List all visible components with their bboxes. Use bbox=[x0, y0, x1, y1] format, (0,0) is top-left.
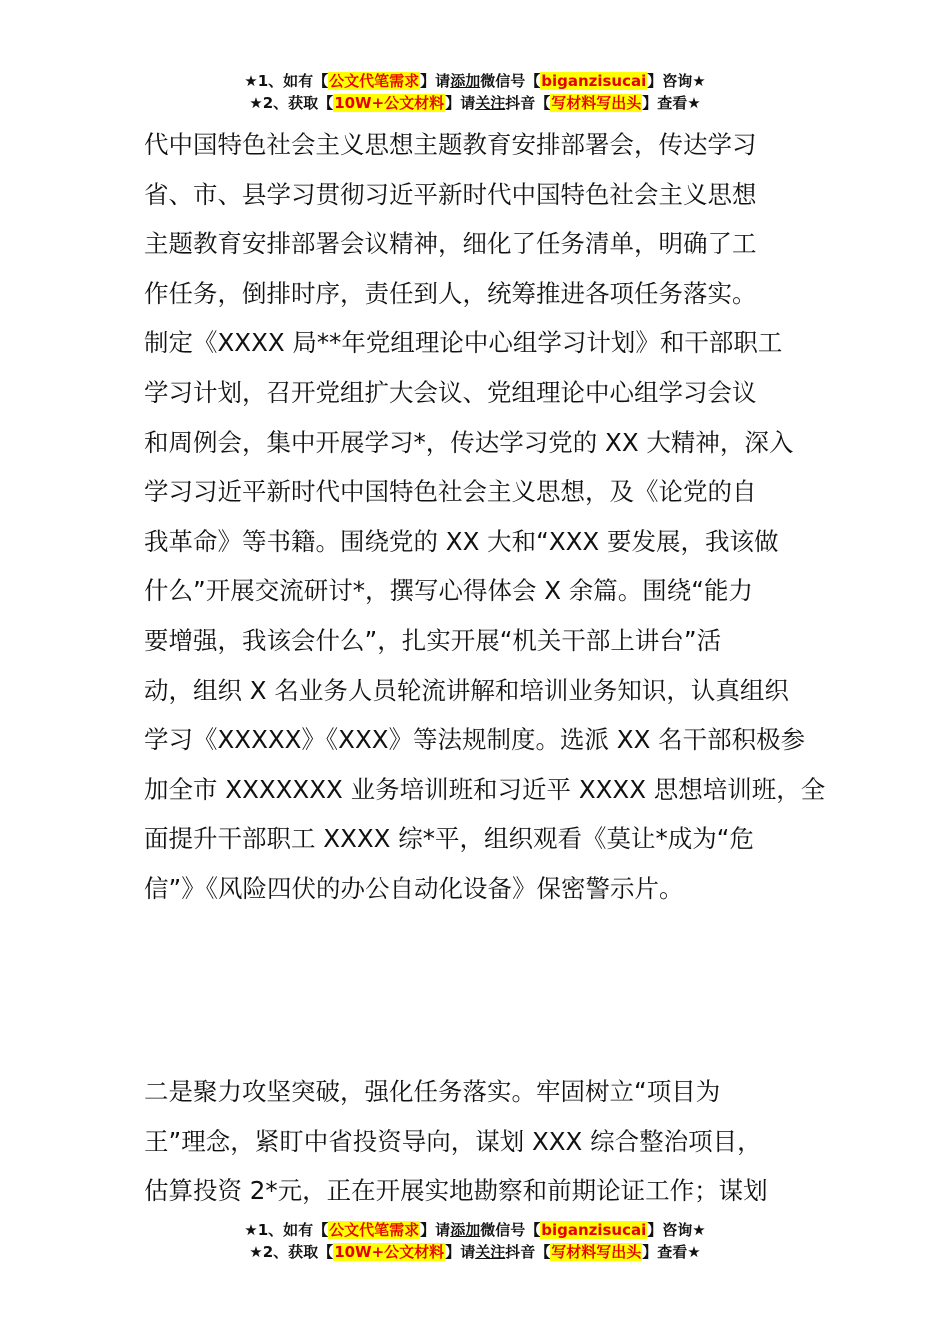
banner-highlight: 公文代笔需求 bbox=[329, 1221, 420, 1239]
body-paragraph-2 bbox=[144, 1067, 814, 1216]
text-line: 作任务，倒排时序，责任到人，统筹推进各项任务落实。 bbox=[144, 278, 757, 308]
banner-text: 】咨询★ bbox=[647, 1221, 706, 1239]
banner-line-2 bbox=[0, 1241, 950, 1263]
banner-text: ★1、如有【 bbox=[244, 1221, 329, 1239]
text-line: 信”》《风险四伏的办公自动化设备》保密警示片。 bbox=[144, 873, 684, 903]
banner-text: 】请 bbox=[420, 72, 451, 90]
text-line: 制定《XXXX 局**年党组理论中心组学习计划》和干部职工 bbox=[144, 328, 783, 358]
text-line: 面提升干部职工 XXXX 综*平，组织观看《莫让*成为“危 bbox=[144, 824, 754, 854]
banner-text: ★2、获取【 bbox=[249, 94, 334, 112]
text-line: 学习《XXXXX》《XXX》等法规制度。选派 XX 名干部积极参 bbox=[144, 725, 806, 755]
text-line: 主题教育安排部署会议精神，细化了任务清单，明确了工 bbox=[144, 229, 757, 259]
banner-line-2 bbox=[0, 92, 950, 114]
banner-text: ★1、如有【 bbox=[244, 72, 329, 90]
banner-text: 】请 bbox=[445, 94, 476, 112]
banner-text: 】请 bbox=[420, 1221, 451, 1239]
banner-text: 抖音【 bbox=[505, 94, 551, 112]
banner-emphasis: 添加 bbox=[450, 1221, 481, 1239]
banner-highlight: 写材料写出头 bbox=[551, 94, 642, 112]
footer-banner bbox=[0, 1219, 950, 1263]
text-line: 加全市 XXXXXXX 业务培训班和习近平 XXXX 思想培训班，全 bbox=[144, 774, 826, 804]
text-line: 动，组织 X 名业务人员轮流讲解和培训业务知识，认真组织 bbox=[144, 675, 789, 705]
body-paragraph-1 bbox=[144, 120, 826, 914]
text-line: 和周例会，集中开展学习*，传达学习党的 XX 大精神，深入 bbox=[144, 427, 794, 457]
text-line: 我革命》等书籍。围绕党的 XX 大和“XXX 要发展，我该做 bbox=[144, 526, 779, 556]
text-line: 学习习近平新时代中国特色社会主义思想，及《论党的自 bbox=[144, 477, 757, 507]
banner-highlight: 公文代笔需求 bbox=[329, 72, 420, 90]
text-line: 估算投资 2*元，正在开展实地勘察和前期论证工作；谋划 bbox=[144, 1176, 768, 1206]
banner-text: ★2、获取【 bbox=[249, 1243, 334, 1261]
text-line: 省、市、县学习贯彻习近平新时代中国特色社会主义思想 bbox=[144, 179, 757, 209]
header-banner bbox=[0, 70, 950, 114]
text-line: 学习计划，召开党组扩大会议、党组理论中心组学习会议 bbox=[144, 377, 757, 407]
banner-highlight: 10W+公文材料 bbox=[334, 1243, 445, 1261]
banner-text: 微信号【 bbox=[480, 72, 541, 90]
text-line: 要增强，我该会什么”，扎实开展“机关干部上讲台”活 bbox=[144, 625, 722, 655]
banner-text: 】查看★ bbox=[642, 1243, 701, 1261]
banner-emphasis: 关注 bbox=[475, 94, 506, 112]
banner-text: 】查看★ bbox=[642, 94, 701, 112]
banner-highlight: 写材料写出头 bbox=[551, 1243, 642, 1261]
banner-highlight: biganzisucai bbox=[541, 1221, 647, 1239]
text-line: 什么”开展交流研讨*，撰写心得体会 X 余篇。围绕“能力 bbox=[144, 576, 753, 606]
banner-line-1 bbox=[0, 70, 950, 92]
banner-emphasis: 关注 bbox=[475, 1243, 506, 1261]
text-line: 代中国特色社会主义思想主题教育安排部署会，传达学习 bbox=[144, 130, 757, 159]
banner-text: 】咨询★ bbox=[647, 72, 706, 90]
text-line: 王”理念，紧盯中省投资导向，谋划 XXX 综合整治项目， bbox=[144, 1126, 762, 1156]
banner-text: 抖音【 bbox=[505, 1243, 551, 1261]
banner-highlight: biganzisucai bbox=[541, 72, 647, 90]
banner-emphasis: 添加 bbox=[450, 72, 481, 90]
banner-line-1 bbox=[0, 1219, 950, 1241]
banner-text: 】请 bbox=[445, 1243, 476, 1261]
banner-highlight: 10W+公文材料 bbox=[334, 94, 445, 112]
banner-text: 微信号【 bbox=[480, 1221, 541, 1239]
text-line: 二是聚力攻坚突破，强化任务落实。牢固树立“项目为 bbox=[144, 1077, 721, 1106]
